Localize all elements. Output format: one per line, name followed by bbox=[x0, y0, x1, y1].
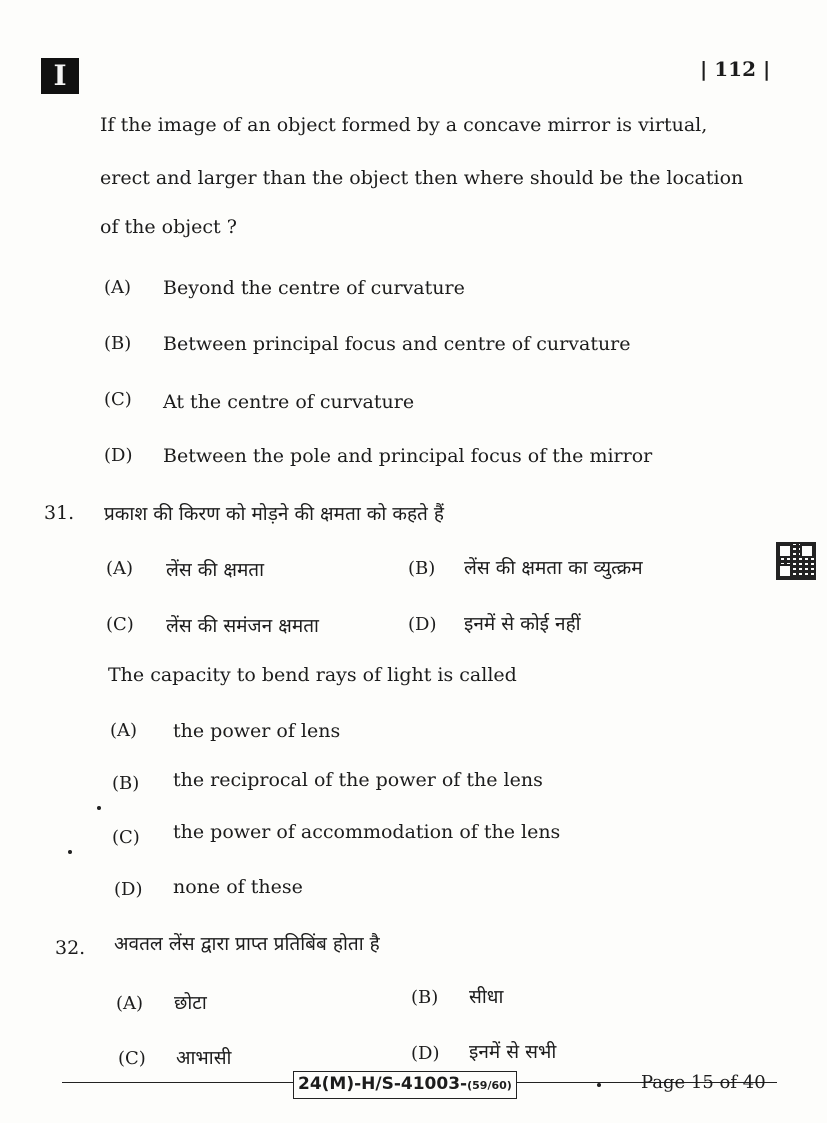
q31-option-label-d: (D) bbox=[114, 879, 143, 900]
q31-option-b: the reciprocal of the power of the lens bbox=[173, 769, 543, 791]
q31-option-label-b: (B) bbox=[112, 773, 140, 794]
q32-option-label-b: (B) bbox=[411, 987, 439, 1008]
page-number: | 112 | bbox=[700, 57, 771, 81]
q32-option-label-c: (C) bbox=[118, 1048, 146, 1069]
q31-english-question: The capacity to bend rays of light is called bbox=[108, 664, 517, 686]
q31-hindi-option-c: लेंस की समंजन क्षमता bbox=[166, 615, 319, 637]
q30-option-b: Between principal focus and centre of curvature bbox=[163, 333, 631, 355]
q31-hindi-option-label-a: (A) bbox=[106, 558, 134, 579]
q31-option-label-c: (C) bbox=[112, 827, 140, 848]
q30-text-line-2: erect and larger than the object then where should be the location bbox=[100, 167, 744, 189]
print-speck bbox=[597, 1083, 601, 1087]
q32-option-b: सीधा bbox=[469, 986, 504, 1008]
q31-number: 31. bbox=[44, 502, 75, 524]
q31-hindi-question: प्रकाश की किरण को मोड़ने की क्षमता को कहते हैं bbox=[104, 503, 445, 525]
q31-hindi-option-label-d: (D) bbox=[408, 614, 437, 635]
paper-code bbox=[293, 1071, 517, 1099]
page-of-total: Page 15 of 40 bbox=[641, 1072, 766, 1093]
q30-option-label-c: (C) bbox=[104, 389, 132, 410]
q31-option-d: none of these bbox=[173, 876, 303, 898]
print-speck bbox=[97, 806, 101, 810]
q30-text-line-1: If the image of an object formed by a concave mirror is virtual, bbox=[100, 114, 708, 136]
q30-text-line-3: of the object ? bbox=[100, 216, 237, 238]
q30-option-label-d: (D) bbox=[104, 445, 133, 466]
paper-code-main: 24(M)-H/S-41003- bbox=[298, 1074, 468, 1094]
q32-option-label-a: (A) bbox=[116, 993, 144, 1014]
q31-hindi-option-b: लेंस की क्षमता का व्युत्क्रम bbox=[464, 557, 643, 579]
q30-option-label-a: (A) bbox=[104, 277, 132, 298]
q31-option-c: the power of accommodation of the lens bbox=[173, 821, 561, 843]
q30-option-d: Between the pole and principal focus of the mirror bbox=[163, 445, 653, 467]
q30-option-c: At the centre of curvature bbox=[163, 391, 415, 413]
q31-hindi-option-a: लेंस की क्षमता bbox=[166, 559, 265, 581]
paper-code-suffix: (59/60) bbox=[467, 1079, 512, 1092]
q32-option-a: छोटा bbox=[174, 992, 207, 1014]
q32-option-label-d: (D) bbox=[411, 1043, 440, 1064]
print-speck bbox=[68, 850, 72, 854]
qr-code-icon bbox=[776, 542, 816, 580]
q31-option-label-a: (A) bbox=[110, 720, 138, 741]
q31-hindi-option-label-b: (B) bbox=[408, 558, 436, 579]
q32-option-c: आभासी bbox=[176, 1047, 232, 1069]
q32-hindi-question: अवतल लेंस द्वारा प्राप्त प्रतिबिंब होता है bbox=[114, 933, 380, 955]
q32-number: 32. bbox=[55, 937, 86, 959]
q30-option-label-b: (B) bbox=[104, 333, 132, 354]
q31-hindi-option-d: इनमें से कोई नहीं bbox=[464, 613, 581, 635]
set-code-badge: I bbox=[41, 58, 79, 94]
q31-option-a: the power of lens bbox=[173, 720, 341, 742]
q32-option-d: इनमें से सभी bbox=[469, 1041, 557, 1063]
q31-hindi-option-label-c: (C) bbox=[106, 614, 134, 635]
q30-option-a: Beyond the centre of curvature bbox=[163, 277, 465, 299]
